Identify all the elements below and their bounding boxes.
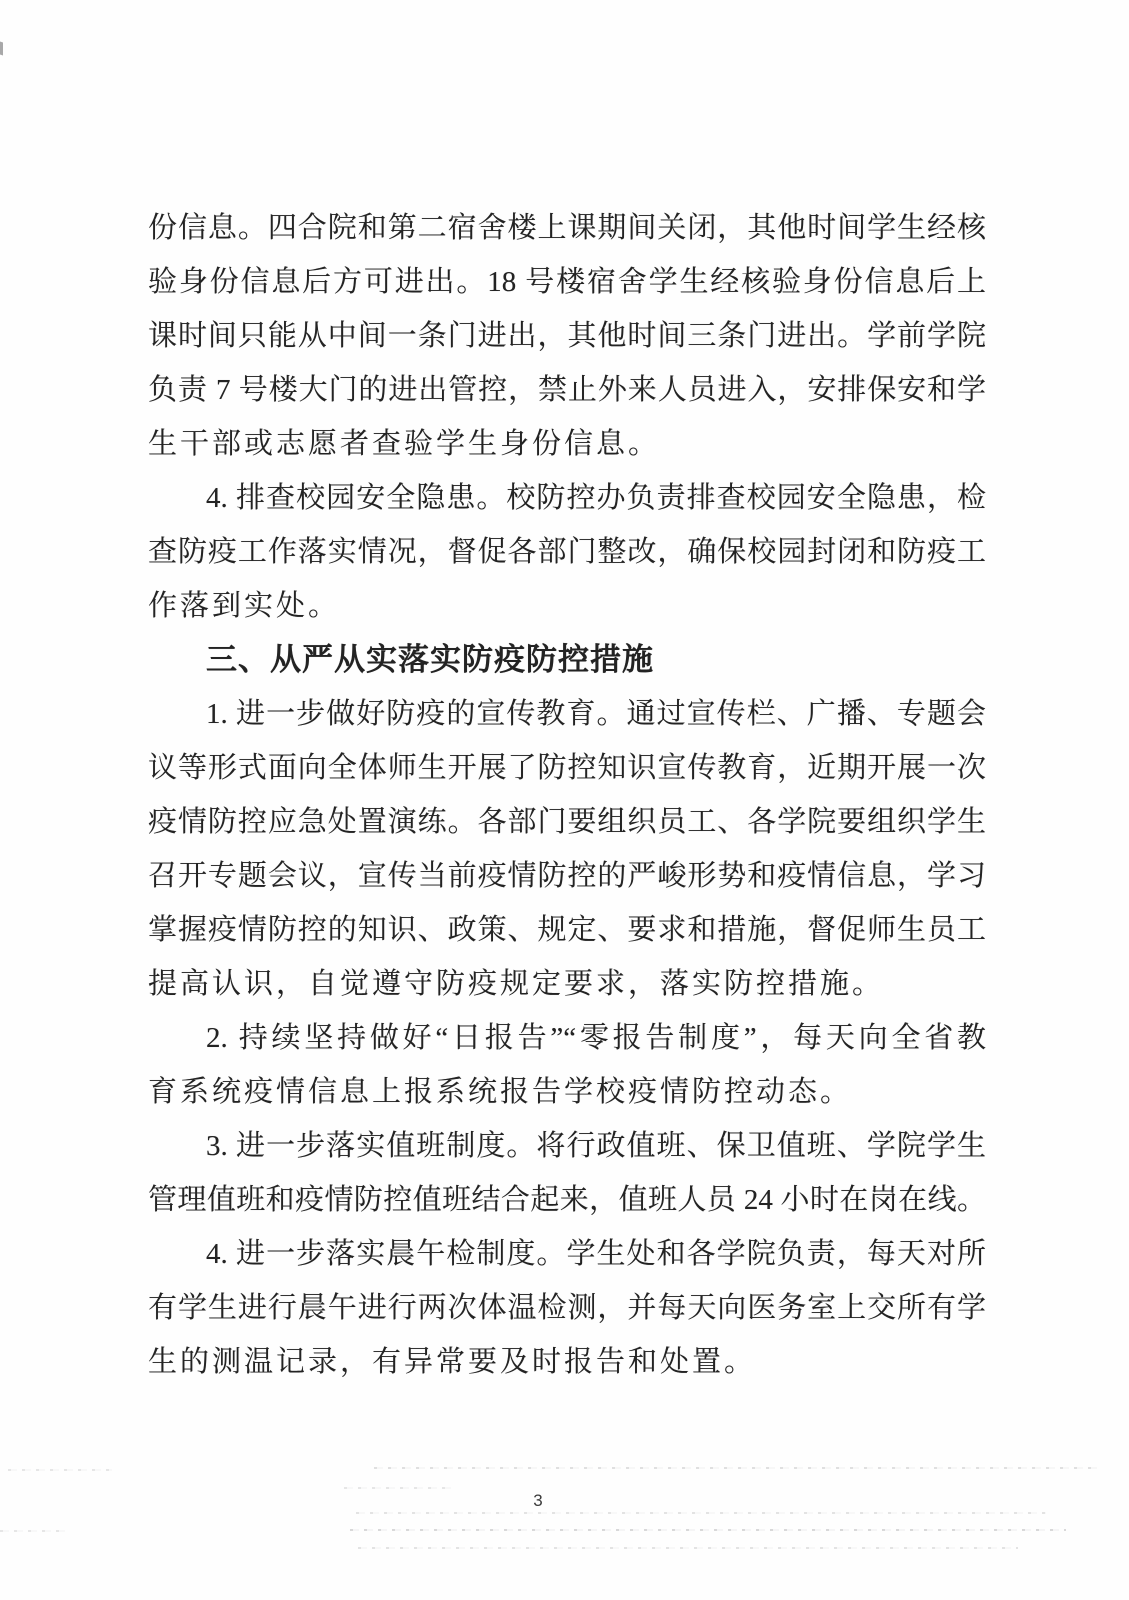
text-line: 负责 7 号楼大门的进出管控，禁止外来人员进入，安排保安和学	[148, 374, 986, 406]
text-line: 管理值班和疫情防控值班结合起来，值班人员 24 小时在岗在线。	[148, 1184, 986, 1216]
text-line: 生的测温记录，有异常要及时报告和处置。	[148, 1346, 757, 1378]
section-heading: 三、从严从实落实防疫防控措施	[206, 642, 654, 677]
text-line: 疫情防控应急处置演练。各部门要组织员工、各学院要组织学生	[148, 806, 986, 838]
text-line: 掌握疫情防控的知识、政策、规定、要求和措施，督促师生员工	[148, 914, 986, 946]
scan-streak-artifact	[0, 1530, 66, 1532]
text-line: 育系统疫情信息上报系统报告学校疫情防控动态。	[148, 1076, 853, 1108]
text-line: 提高认识，自觉遵守防疫规定要求，落实防控措施。	[148, 968, 885, 1000]
scan-streak-artifact	[350, 1529, 1066, 1531]
scan-edge-mark-artifact	[0, 41, 3, 55]
text-line: 4. 进一步落实晨午检制度。学生处和各学院负责，每天对所	[206, 1238, 986, 1270]
scan-streak-artifact	[374, 1467, 1100, 1469]
text-line: 3. 进一步落实值班制度。将行政值班、保卫值班、学院学生	[206, 1130, 986, 1162]
text-line: 召开专题会议，宣传当前疫情防控的严峻形势和疫情信息，学习	[148, 860, 986, 892]
text-line: 4. 排查校园安全隐患。校防控办负责排查校园安全隐患，检	[206, 482, 986, 514]
text-line: 议等形式面向全体师生开展了防控知识宣传教育，近期开展一次	[148, 752, 986, 784]
scan-streak-artifact	[358, 1547, 1018, 1549]
text-line: 1. 进一步做好防疫的宣传教育。通过宣传栏、广播、专题会	[206, 698, 986, 730]
scan-streak-artifact	[8, 1469, 112, 1471]
text-column	[148, 201, 986, 1389]
scan-streak-artifact	[356, 1512, 1046, 1514]
text-line: 有学生进行晨午进行两次体温检测，并每天向医务室上交所有学	[148, 1292, 986, 1324]
scan-streak-artifact	[344, 1487, 454, 1489]
page-number: 3	[533, 1491, 543, 1510]
text-line: 生干部或志愿者查验学生身份信息。	[148, 428, 661, 460]
text-line: 课时间只能从中间一条门进出，其他时间三条门进出。学前学院	[148, 320, 986, 352]
text-line: 份信息。四合院和第二宿舍楼上课期间关闭，其他时间学生经核	[148, 212, 986, 244]
text-line: 验身份信息后方可进出。18 号楼宿舍学生经核验身份信息后上	[148, 266, 986, 298]
text-line: 2. 持续坚持做好“日报告”“零报告制度”，每天向全省教	[206, 1022, 986, 1054]
text-line: 作落到实处。	[148, 590, 341, 622]
text-line: 查防疫工作落实情况，督促各部门整改，确保校园封闭和防疫工	[148, 536, 986, 568]
